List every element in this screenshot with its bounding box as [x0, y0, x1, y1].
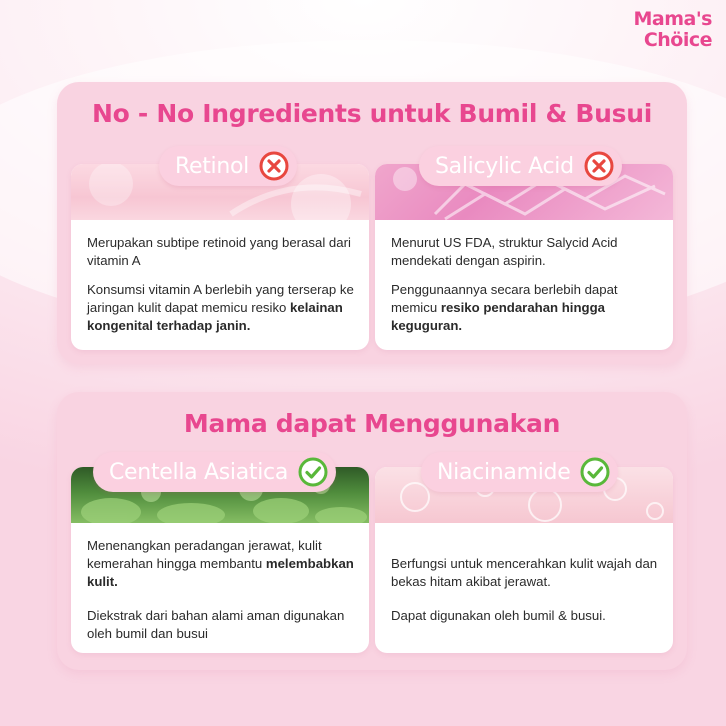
- x-circle-icon: [259, 151, 289, 181]
- brand-line-2: Chöice: [643, 29, 712, 51]
- centella-paragraph-2: Diekstrak dari bahan alami aman digunakan oleh bumil dan busui: [87, 608, 345, 641]
- niacinamide-paragraph-1: Berfungsi untuk mencerahkan kulit wajah dan bekas hitam akibat jerawat.: [391, 556, 658, 589]
- niacinamide-text: [391, 555, 659, 636]
- check-circle-icon: [580, 457, 610, 487]
- salicylic-card: [375, 164, 673, 350]
- brand-logo: [634, 10, 712, 50]
- niacinamide-pill: [421, 452, 618, 492]
- safe-ingredients-panel: [57, 392, 687, 670]
- salicylic-label: Salicylic Acid: [435, 153, 574, 179]
- salicylic-pill: [419, 146, 622, 186]
- retinol-paragraph-1: Merupakan subtipe retinoid yang berasal dari vitamin A: [87, 235, 351, 268]
- retinol-paragraph-2-bold: kelainan kongenital terhadap janin.: [87, 300, 343, 333]
- centella-card: [71, 467, 369, 653]
- retinol-text: [87, 234, 355, 346]
- retinol-paragraph-2: [87, 281, 355, 335]
- salicylic-paragraph-1: Menurut US FDA, struktur Salycid Acid mendekati dengan aspirin.: [391, 235, 618, 268]
- retinol-paragraph-2-text: Konsumsi vitamin A berlebih yang terserap ke jaringan kulit dapat memicu resiko: [87, 282, 354, 315]
- salicylic-paragraph-2: [391, 281, 659, 335]
- centella-text: [87, 537, 355, 653]
- no-ingredients-panel: [57, 82, 687, 364]
- salicylic-paragraph-2-text: Penggunaannya secara berlebih dapat memicu: [391, 282, 618, 315]
- centella-paragraph-1-bold: melembabkan kulit.: [87, 556, 354, 589]
- salicylic-paragraph-2-bold: resiko pendarahan hingga keguguran.: [391, 300, 605, 333]
- safe-ingredients-title: Mama dapat Menggunakan: [183, 409, 561, 438]
- no-ingredients-title: No - No Ingredients untuk Bumil & Busui: [91, 99, 653, 128]
- salicylic-text: [391, 234, 659, 346]
- niacinamide-card: [375, 467, 673, 653]
- centella-paragraph-1-text: Menenangkan peradangan jerawat, kulit kemerahan hingga membantu: [87, 538, 322, 571]
- niacinamide-paragraph-2: Dapat digunakan oleh bumil & busui.: [391, 608, 606, 623]
- retinol-label: Retinol: [175, 153, 249, 179]
- check-circle-icon: [298, 457, 328, 487]
- retinol-card: [71, 164, 369, 350]
- brand-line-1: Mama's: [633, 8, 712, 30]
- centella-label: Centella Asiatica: [109, 459, 289, 485]
- centella-paragraph-1: [87, 537, 355, 591]
- retinol-pill: [159, 146, 297, 186]
- niacinamide-label: Niacinamide: [437, 459, 571, 485]
- x-circle-icon: [584, 151, 614, 181]
- centella-pill: [93, 452, 336, 492]
